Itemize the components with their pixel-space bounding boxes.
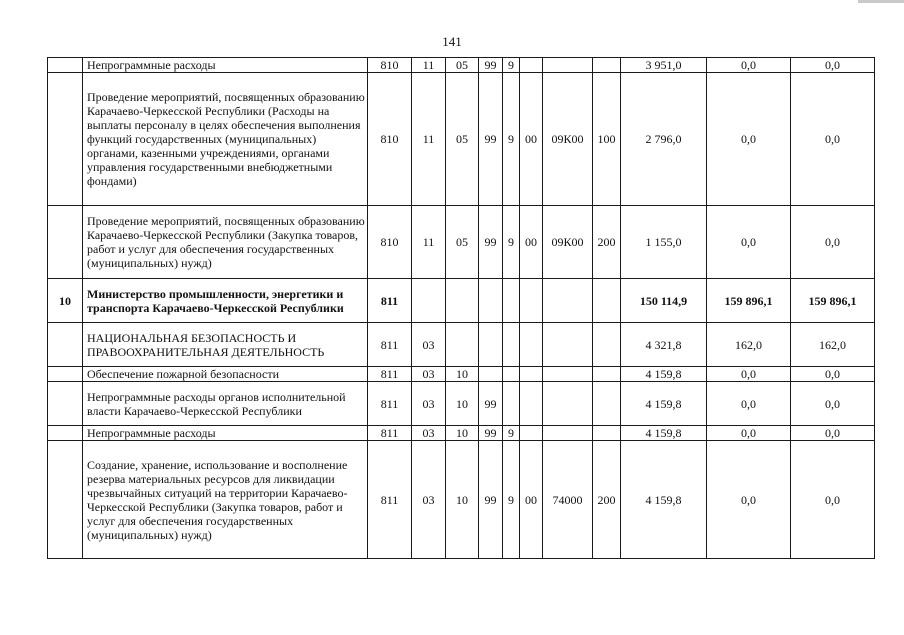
- amount-year2-cell: 0,0: [707, 73, 791, 206]
- program-code-cell: [479, 279, 503, 323]
- direction-code-cell: 09К00: [543, 73, 593, 206]
- table-row: [48, 382, 875, 426]
- row-number-cell: [48, 58, 83, 73]
- row-name-cell: Обеспечение пожарной безопасности: [83, 367, 368, 382]
- subprogram-code-cell: 9: [503, 73, 520, 206]
- subsection-code-cell: 10: [446, 441, 479, 559]
- corner-rule: [858, 0, 904, 3]
- ministry-code-cell: 811: [368, 441, 412, 559]
- subprogram-code-cell: 9: [503, 58, 520, 73]
- direction-code-cell: 09К00: [543, 206, 593, 279]
- expense-type-cell: [593, 382, 621, 426]
- row-name-cell: Непрограммные расходы: [83, 58, 368, 73]
- ministry-code-cell: 811: [368, 382, 412, 426]
- expense-type-cell: 200: [593, 206, 621, 279]
- ministry-code-cell: 810: [368, 73, 412, 206]
- table-row: [48, 58, 875, 73]
- program-code-cell: 99: [479, 382, 503, 426]
- expense-type-cell: [593, 367, 621, 382]
- ministry-code-cell: 810: [368, 206, 412, 279]
- subprogram-code-cell: [503, 323, 520, 367]
- event-code-cell: [520, 323, 543, 367]
- page-number: 141: [442, 34, 462, 49]
- row-number-cell: [48, 382, 83, 426]
- amount-year1-cell: 3 951,0: [621, 58, 707, 73]
- row-name-cell: Непрограммные расходы органов исполнительной власти Карачаево-Черкесской Республики: [83, 382, 368, 426]
- event-code-cell: 00: [520, 73, 543, 206]
- subsection-code-cell: 10: [446, 382, 479, 426]
- direction-code-cell: [543, 279, 593, 323]
- row-number-cell: [48, 441, 83, 559]
- amount-year1-cell: 2 796,0: [621, 73, 707, 206]
- amount-year2-cell: 159 896,1: [707, 279, 791, 323]
- expense-type-cell: [593, 279, 621, 323]
- program-code-cell: [479, 367, 503, 382]
- expense-type-cell: [593, 426, 621, 441]
- program-code-cell: 99: [479, 206, 503, 279]
- ministry-code-cell: 811: [368, 426, 412, 441]
- amount-year3-cell: 0,0: [791, 58, 875, 73]
- amount-year3-cell: 0,0: [791, 382, 875, 426]
- row-number-cell: [48, 426, 83, 441]
- ministry-code-cell: 810: [368, 58, 412, 73]
- amount-year3-cell: 159 896,1: [791, 279, 875, 323]
- subprogram-code-cell: 9: [503, 426, 520, 441]
- amount-year1-cell: 4 321,8: [621, 323, 707, 367]
- expense-type-cell: [593, 323, 621, 367]
- ministry-code-cell: 811: [368, 279, 412, 323]
- subsection-code-cell: 10: [446, 367, 479, 382]
- table-row: [48, 367, 875, 382]
- section-code-cell: 11: [412, 73, 446, 206]
- row-number-cell: [48, 73, 83, 206]
- amount-year3-cell: 0,0: [791, 367, 875, 382]
- amount-year3-cell: 162,0: [791, 323, 875, 367]
- event-code-cell: [520, 382, 543, 426]
- row-name-cell: Проведение мероприятий, посвященных образованию Карачаево-Черкесской Республики (Расходы на выплаты персоналу в целях обеспечения выполнения функций государственных (муниципальных) органами, казенными учреждениями, органами управления государственными внебюджетными фондами): [83, 73, 368, 206]
- amount-year3-cell: 0,0: [791, 426, 875, 441]
- subprogram-code-cell: [503, 279, 520, 323]
- section-code-cell: 03: [412, 441, 446, 559]
- table-row: [48, 279, 875, 323]
- amount-year1-cell: 4 159,8: [621, 441, 707, 559]
- amount-year2-cell: 0,0: [707, 426, 791, 441]
- subprogram-code-cell: 9: [503, 441, 520, 559]
- amount-year2-cell: 0,0: [707, 441, 791, 559]
- row-number-cell: [48, 206, 83, 279]
- event-code-cell: [520, 58, 543, 73]
- table-row: [48, 441, 875, 559]
- ministry-code-cell: 811: [368, 367, 412, 382]
- amount-year1-cell: 4 159,8: [621, 382, 707, 426]
- event-code-cell: 00: [520, 206, 543, 279]
- amount-year2-cell: 0,0: [707, 367, 791, 382]
- table-row: [48, 206, 875, 279]
- row-number-cell: 10: [48, 279, 83, 323]
- subsection-code-cell: [446, 323, 479, 367]
- event-code-cell: [520, 426, 543, 441]
- section-code-cell: 03: [412, 382, 446, 426]
- amount-year1-cell: 4 159,8: [621, 367, 707, 382]
- subsection-code-cell: [446, 279, 479, 323]
- program-code-cell: 99: [479, 58, 503, 73]
- direction-code-cell: [543, 323, 593, 367]
- row-name-cell: Проведение мероприятий, посвященных образованию Карачаево-Черкесской Республики (Закупка товаров, работ и услуг для обеспечения государственных (муниципальных) нужд): [83, 206, 368, 279]
- subsection-code-cell: 05: [446, 206, 479, 279]
- amount-year2-cell: 0,0: [707, 382, 791, 426]
- event-code-cell: [520, 279, 543, 323]
- amount-year2-cell: 0,0: [707, 58, 791, 73]
- program-code-cell: [479, 323, 503, 367]
- direction-code-cell: [543, 426, 593, 441]
- program-code-cell: 99: [479, 73, 503, 206]
- section-code-cell: 11: [412, 206, 446, 279]
- amount-year2-cell: 0,0: [707, 206, 791, 279]
- subsection-code-cell: 05: [446, 58, 479, 73]
- expense-type-cell: 100: [593, 73, 621, 206]
- ministry-code-cell: 811: [368, 323, 412, 367]
- subsection-code-cell: 05: [446, 73, 479, 206]
- program-code-cell: 99: [479, 426, 503, 441]
- table-row: [48, 426, 875, 441]
- section-code-cell: 03: [412, 323, 446, 367]
- amount-year1-cell: 1 155,0: [621, 206, 707, 279]
- row-number-cell: [48, 367, 83, 382]
- section-code-cell: 11: [412, 58, 446, 73]
- expense-type-cell: [593, 58, 621, 73]
- amount-year3-cell: 0,0: [791, 73, 875, 206]
- amount-year3-cell: 0,0: [791, 206, 875, 279]
- table-row: [48, 73, 875, 206]
- section-code-cell: 03: [412, 367, 446, 382]
- expense-type-cell: 200: [593, 441, 621, 559]
- program-code-cell: 99: [479, 441, 503, 559]
- subprogram-code-cell: [503, 382, 520, 426]
- direction-code-cell: [543, 367, 593, 382]
- subsection-code-cell: 10: [446, 426, 479, 441]
- row-number-cell: [48, 323, 83, 367]
- event-code-cell: 00: [520, 441, 543, 559]
- row-name-cell: Министерство промышленности, энергетики и транспорта Карачаево-Черкесской Республики: [83, 279, 368, 323]
- budget-table: [47, 57, 875, 559]
- direction-code-cell: [543, 58, 593, 73]
- amount-year2-cell: 162,0: [707, 323, 791, 367]
- section-code-cell: [412, 279, 446, 323]
- amount-year1-cell: 150 114,9: [621, 279, 707, 323]
- direction-code-cell: [543, 382, 593, 426]
- amount-year3-cell: 0,0: [791, 441, 875, 559]
- section-code-cell: 03: [412, 426, 446, 441]
- subprogram-code-cell: 9: [503, 206, 520, 279]
- amount-year1-cell: 4 159,8: [621, 426, 707, 441]
- table-row: [48, 323, 875, 367]
- row-name-cell: Непрограммные расходы: [83, 426, 368, 441]
- event-code-cell: [520, 367, 543, 382]
- direction-code-cell: 74000: [543, 441, 593, 559]
- row-name-cell: НАЦИОНАЛЬНАЯ БЕЗОПАСНОСТЬ И ПРАВООХРАНИТЕЛЬНАЯ ДЕЯТЕЛЬНОСТЬ: [83, 323, 368, 367]
- row-name-cell: Создание, хранение, использование и восполнение резерва материальных ресурсов для ликвидации чрезвычайных ситуаций на территории Карачаево-Черкесской Республики (Закупка товаров, работ и услуг для обеспечения государственных (муниципальных) нужд): [83, 441, 368, 559]
- subprogram-code-cell: [503, 367, 520, 382]
